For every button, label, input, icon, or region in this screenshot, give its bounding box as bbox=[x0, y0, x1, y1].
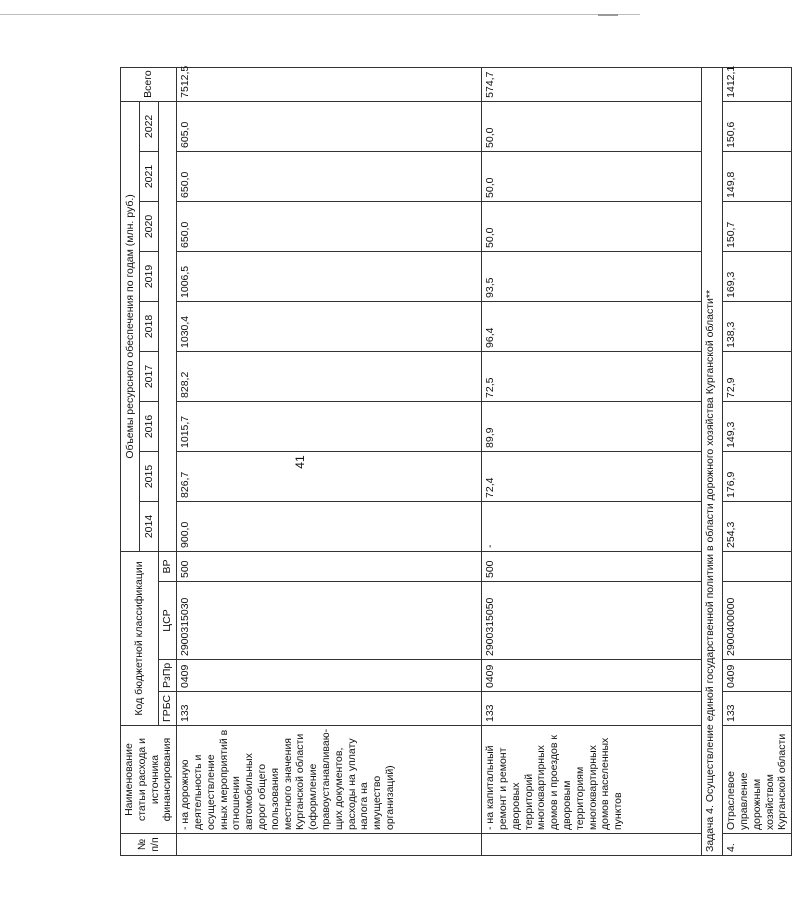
cell-name: - на дорожную деятельность и осуществление иных мероприятий в отношении автомобильных дорог общего пользования местного значения Курганской области (оформление правоустанавливаю-щих документов, расходы на уплату налога на имущество организаций) bbox=[177, 726, 482, 834]
cell-value: 150,7 bbox=[723, 201, 792, 251]
cell-value: 828,2 bbox=[177, 351, 482, 401]
cell-value: 72,9 bbox=[723, 351, 792, 401]
header-name: Наименование статьи расхода и источника финансирования bbox=[121, 726, 177, 834]
cell-vr: 500 bbox=[482, 551, 702, 581]
cell-value: 150,6 bbox=[723, 101, 792, 151]
cell-value: 50,0 bbox=[482, 151, 702, 201]
cell-value: 1030,4 bbox=[177, 301, 482, 351]
header-year: 2016 bbox=[140, 401, 159, 451]
cell-value: 254,3 bbox=[723, 501, 792, 551]
cell-value: 96,4 bbox=[482, 301, 702, 351]
cell-name: Отраслевое управление дорожным хозяйством Курганской области bbox=[723, 726, 792, 834]
cell-value: 1015,7 bbox=[177, 401, 482, 451]
cell-rzpr: 0409 bbox=[482, 660, 702, 692]
cell-num bbox=[482, 834, 702, 856]
header-num: № п/п bbox=[121, 834, 177, 856]
scan-edge-line bbox=[0, 14, 640, 15]
header-year: 2014 bbox=[140, 501, 159, 551]
header-year: 2021 bbox=[140, 151, 159, 201]
cell-value: 149,3 bbox=[723, 401, 792, 451]
header-row-1 bbox=[121, 67, 140, 855]
cell-total: 7512,5 bbox=[177, 67, 482, 101]
cell-csr: 2900315050 bbox=[482, 582, 702, 660]
page-number: 41 bbox=[293, 455, 307, 469]
header-spacer bbox=[159, 101, 177, 551]
cell-csr: 2900400000 bbox=[723, 582, 792, 660]
cell-num: 4. bbox=[723, 834, 792, 856]
header-year: 2020 bbox=[140, 201, 159, 251]
header-vr: ВР bbox=[159, 551, 177, 581]
header-total: Всего bbox=[121, 67, 177, 101]
cell-value: - bbox=[482, 501, 702, 551]
scan-mark bbox=[598, 14, 618, 16]
cell-value: 605,0 bbox=[177, 101, 482, 151]
cell-value: 149,8 bbox=[723, 151, 792, 201]
cell-value: 650,0 bbox=[177, 151, 482, 201]
cell-value: 176,9 bbox=[723, 451, 792, 501]
cell-rzpr: 0409 bbox=[723, 660, 792, 692]
cell-grbs: 133 bbox=[177, 692, 482, 726]
cell-value: 1006,5 bbox=[177, 251, 482, 301]
table-row bbox=[723, 67, 792, 855]
cell-vr: 500 bbox=[177, 551, 482, 581]
cell-value: 650,0 bbox=[177, 201, 482, 251]
header-year: 2018 bbox=[140, 301, 159, 351]
cell-total: 574,7 bbox=[482, 67, 702, 101]
task-row bbox=[702, 67, 723, 855]
cell-value: 50,0 bbox=[482, 201, 702, 251]
cell-value: 89,9 bbox=[482, 401, 702, 451]
table-row bbox=[482, 67, 702, 855]
cell-name: - на капитальный ремонт и ремонт дворовых территорий многоквартирных домов и проездов к дворовым территориям многоквартирных домов населенных пунктов bbox=[482, 726, 702, 834]
cell-total: 1412,1 bbox=[723, 67, 792, 101]
header-grbs: ГРБС bbox=[159, 692, 177, 726]
cell-value: 900,0 bbox=[177, 501, 482, 551]
budget-table bbox=[120, 67, 792, 856]
cell-grbs: 133 bbox=[482, 692, 702, 726]
cell-csr: 2900315030 bbox=[177, 582, 482, 660]
header-year: 2017 bbox=[140, 351, 159, 401]
task-heading: Задача 4. Осуществление единой государственной политики в области дорожного хозяйства Курганской области** bbox=[702, 67, 723, 855]
table-row bbox=[177, 67, 482, 855]
header-rzpr: РзПр bbox=[159, 660, 177, 692]
cell-value: 826,7 bbox=[177, 451, 482, 501]
header-code-group: Код бюджетной классификации bbox=[121, 551, 159, 725]
cell-value: 138,3 bbox=[723, 301, 792, 351]
cell-value: 72,5 bbox=[482, 351, 702, 401]
cell-value: 93,5 bbox=[482, 251, 702, 301]
header-year: 2019 bbox=[140, 251, 159, 301]
cell-rzpr: 0409 bbox=[177, 660, 482, 692]
cell-vr bbox=[723, 551, 792, 581]
header-year: 2015 bbox=[140, 451, 159, 501]
budget-table-rotated bbox=[120, 65, 789, 856]
cell-num bbox=[177, 834, 482, 856]
cell-value: 72,4 bbox=[482, 451, 702, 501]
cell-value: 50,0 bbox=[482, 101, 702, 151]
cell-value: 169,3 bbox=[723, 251, 792, 301]
header-csr: ЦСР bbox=[159, 582, 177, 660]
header-volumes: Объемы ресурсного обеспечения по годам (млн. руб.) bbox=[121, 101, 140, 551]
header-year: 2022 bbox=[140, 101, 159, 151]
cell-grbs: 133 bbox=[723, 692, 792, 726]
